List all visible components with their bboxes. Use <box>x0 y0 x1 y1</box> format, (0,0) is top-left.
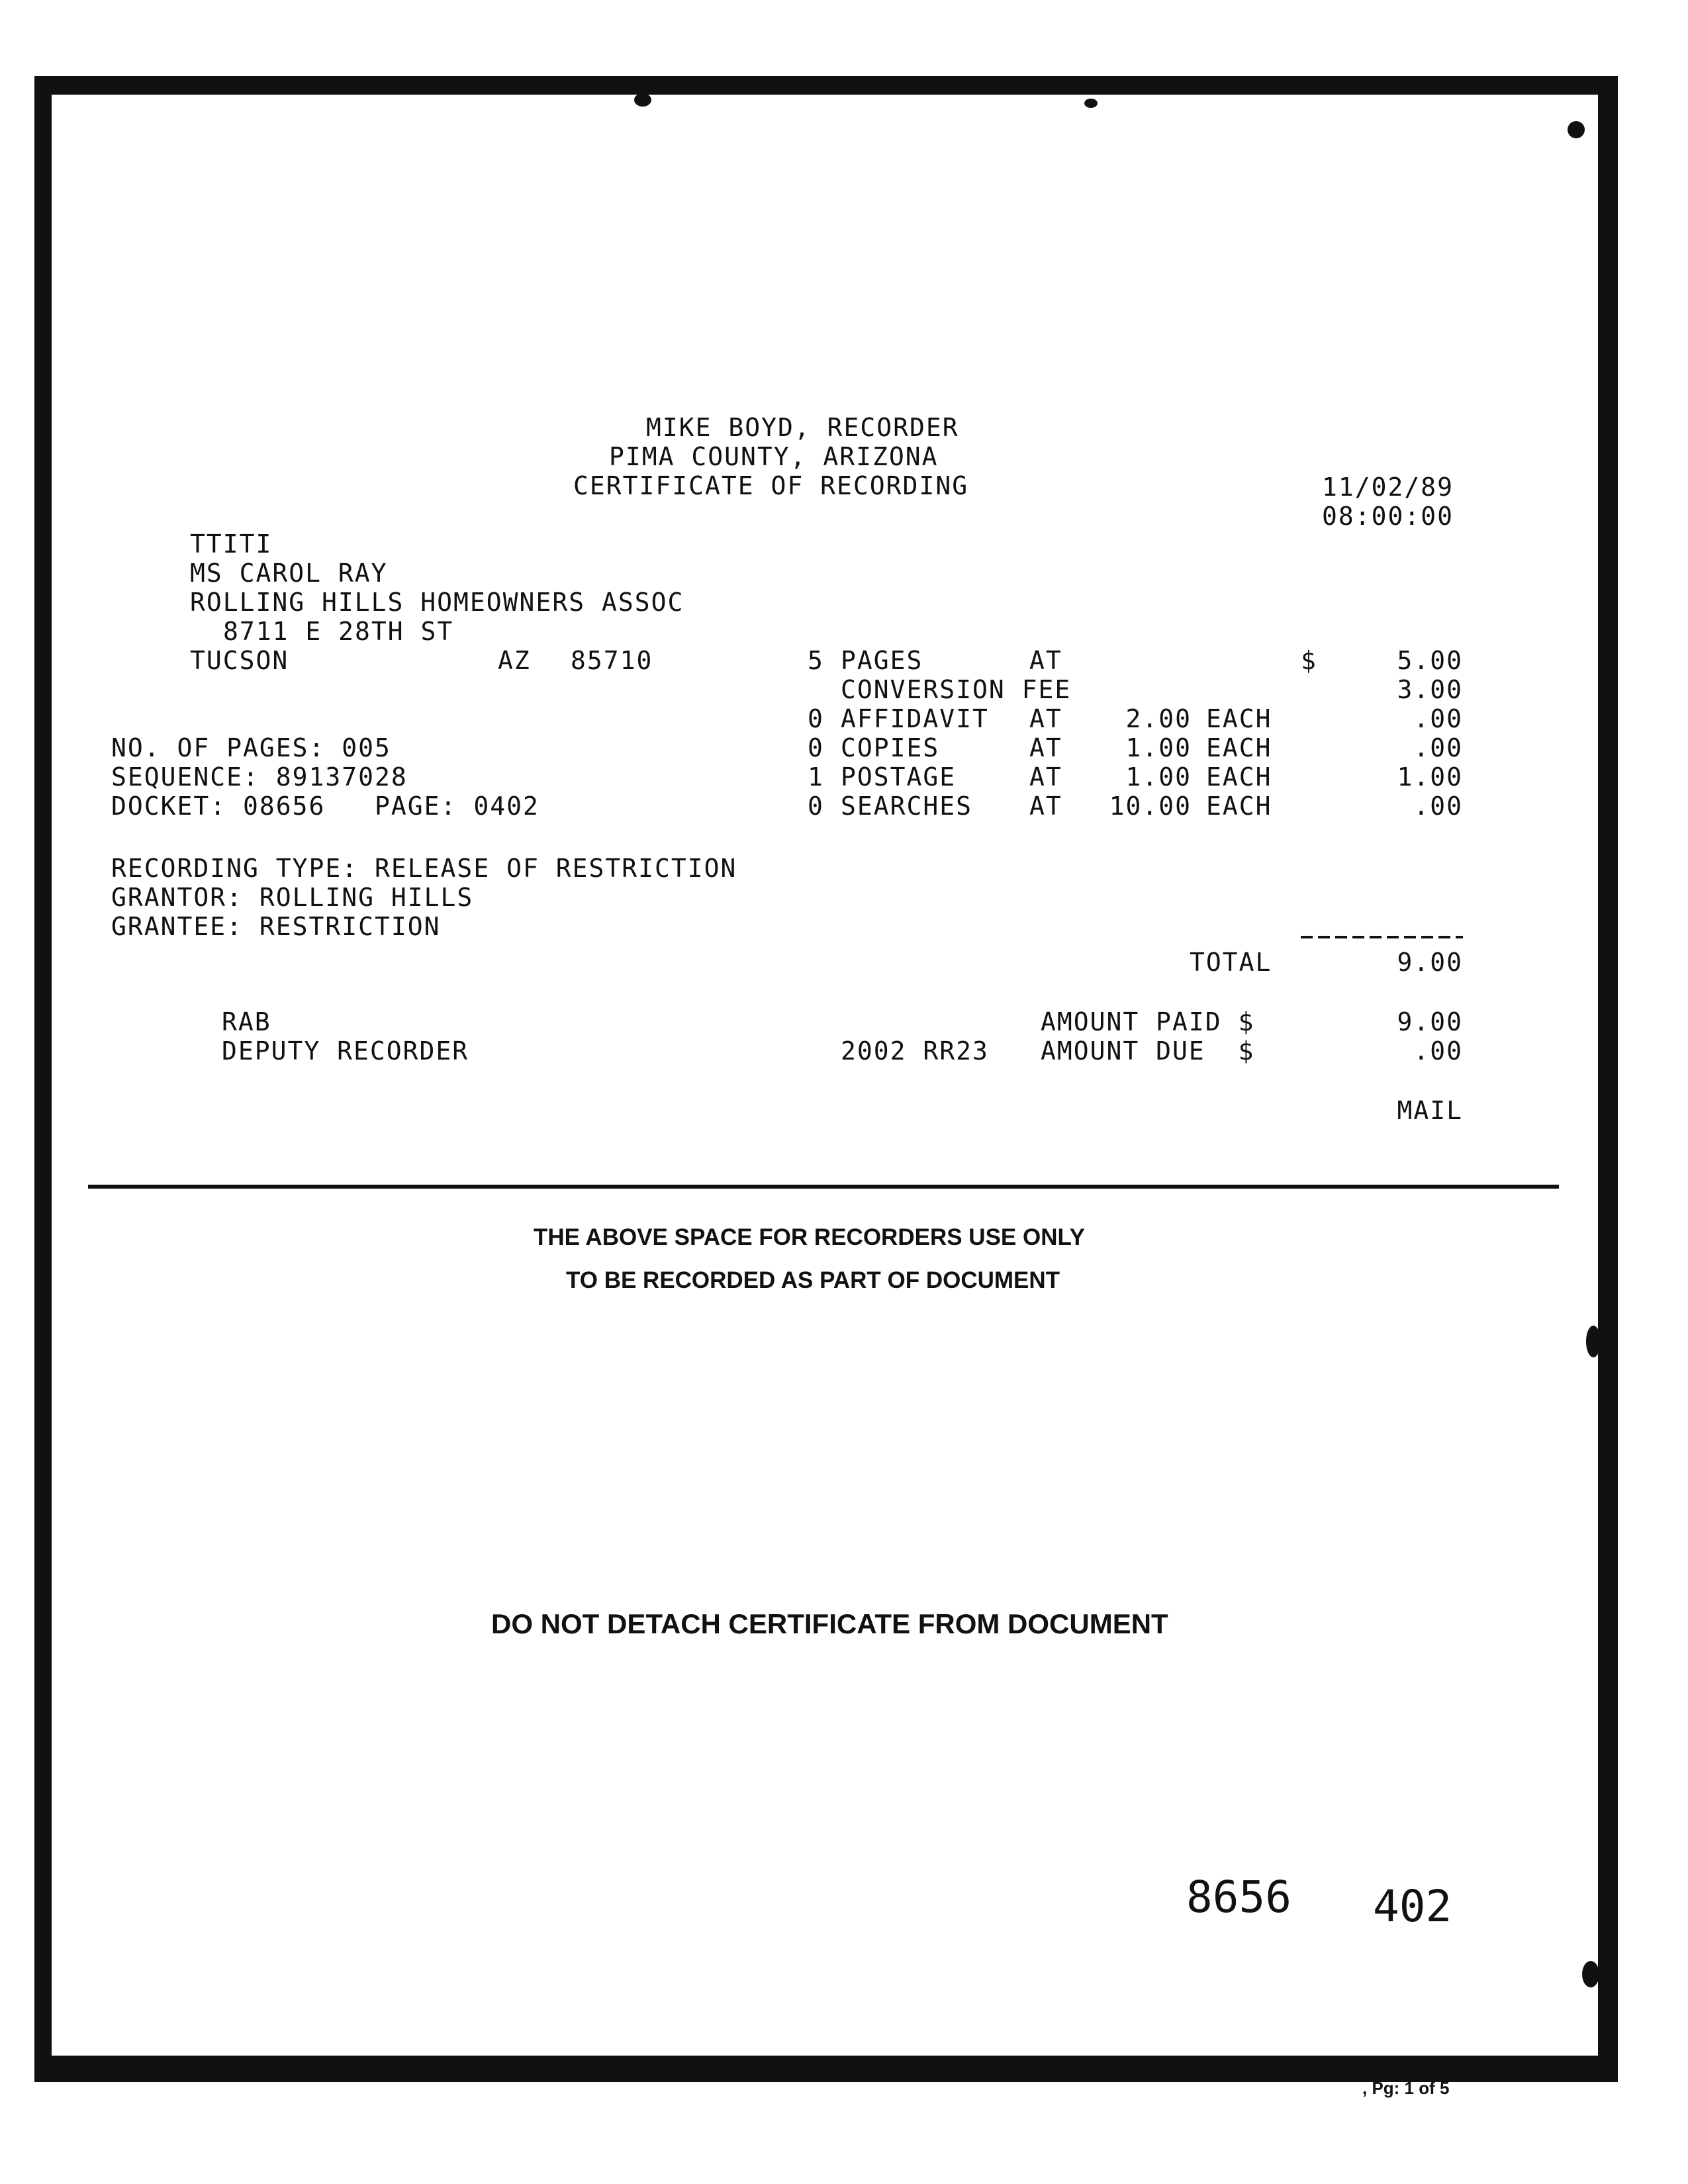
part-of-document-notice: TO BE RECORDED AS PART OF DOCUMENT <box>566 1267 1060 1293</box>
recording-time: 08:00:00 <box>1322 502 1454 531</box>
amount-paid-value: 9.00 <box>1397 1007 1463 1036</box>
fee-currency: $ <box>1301 646 1317 675</box>
fee-item: PAGES <box>841 646 923 675</box>
stamped-page-number: 402 <box>1373 1881 1452 1932</box>
fee-item: AFFIDAVIT <box>841 704 989 733</box>
fee-qty: 0 <box>808 704 824 733</box>
fee-item: POSTAGE <box>841 762 957 792</box>
total-label: TOTAL <box>1190 948 1272 977</box>
fee-amount: .00 <box>1413 792 1463 821</box>
fee-at: AT <box>1029 762 1062 792</box>
recorder-name: MIKE BOYD, RECORDER <box>646 413 959 442</box>
sequence-number: SEQUENCE: 89137028 <box>111 762 408 792</box>
addressee-state: AZ <box>498 646 531 675</box>
scan-speck <box>1568 121 1585 138</box>
addressee-code: TTITI <box>190 529 273 559</box>
fee-rate: 1.00 <box>1125 733 1192 762</box>
page-indicator: , Pg: 1 of 5 <box>1362 2078 1450 2098</box>
amount-paid-label: AMOUNT PAID $ <box>1041 1007 1255 1036</box>
scan-speck <box>634 93 651 107</box>
fee-amount: 5.00 <box>1397 646 1463 675</box>
fee-at: AT <box>1029 733 1062 762</box>
fee-rate: 1.00 <box>1125 762 1192 792</box>
fee-at: AT <box>1029 704 1062 733</box>
grantee: GRANTEE: RESTRICTION <box>111 912 441 941</box>
fee-each: EACH <box>1206 704 1272 733</box>
stamped-docket-number: 8656 <box>1186 1872 1291 1923</box>
fee-each: EACH <box>1206 762 1272 792</box>
county-name: PIMA COUNTY, ARIZONA <box>609 442 939 471</box>
number-of-pages: NO. OF PAGES: 005 <box>111 733 391 762</box>
grantor: GRANTOR: ROLLING HILLS <box>111 883 474 912</box>
addressee-organization: ROLLING HILLS HOMEOWNERS ASSOC <box>190 588 684 617</box>
addressee-name: MS CAROL RAY <box>190 559 388 588</box>
fee-qty: 1 <box>808 762 824 792</box>
scanned-page-frame <box>34 76 1618 2082</box>
scan-speck <box>1586 1326 1601 1357</box>
recorders-use-notice: THE ABOVE SPACE FOR RECORDERS USE ONLY <box>534 1224 1085 1250</box>
fee-rate: 2.00 <box>1125 704 1192 733</box>
do-not-detach-notice: DO NOT DETACH CERTIFICATE FROM DOCUMENT <box>491 1608 1168 1639</box>
fee-item: COPIES <box>841 733 940 762</box>
certificate-title: CERTIFICATE OF RECORDING <box>573 471 969 500</box>
addressee-city: TUCSON <box>190 646 289 675</box>
scan-speck <box>1084 99 1098 108</box>
recording-type: RECORDING TYPE: RELEASE OF RESTRICTION <box>111 854 737 883</box>
delivery-method: MAIL <box>1397 1096 1463 1125</box>
total-dashed-rule <box>1301 936 1463 938</box>
deputy-title: DEPUTY RECORDER <box>222 1036 469 1066</box>
addressee-street: 8711 E 28TH ST <box>223 617 454 646</box>
fee-qty: 0 <box>808 733 824 762</box>
fee-qty: 5 <box>808 646 824 675</box>
fee-rate: 10.00 <box>1109 792 1192 821</box>
fee-at: AT <box>1029 792 1062 821</box>
scan-speck <box>1582 1961 1599 1987</box>
fee-amount: 3.00 <box>1397 675 1463 704</box>
docket-and-page: DOCKET: 08656 PAGE: 0402 <box>111 792 539 821</box>
addressee-zip: 85710 <box>571 646 653 675</box>
fee-item: CONVERSION FEE <box>841 675 1072 704</box>
terminal-code: 2002 RR23 <box>841 1036 989 1066</box>
fee-amount: 1.00 <box>1397 762 1463 792</box>
deputy-initials: RAB <box>222 1007 271 1036</box>
fee-at: AT <box>1029 646 1062 675</box>
total-value: 9.00 <box>1397 948 1463 977</box>
amount-due-label: AMOUNT DUE $ <box>1041 1036 1255 1066</box>
recording-date: 11/02/89 <box>1322 473 1454 502</box>
fee-item: SEARCHES <box>841 792 973 821</box>
fee-amount: .00 <box>1413 704 1463 733</box>
fee-qty: 0 <box>808 792 824 821</box>
fee-each: EACH <box>1206 733 1272 762</box>
recorder-section-divider <box>88 1185 1559 1189</box>
fee-each: EACH <box>1206 792 1272 821</box>
amount-due-value: .00 <box>1413 1036 1463 1066</box>
fee-amount: .00 <box>1413 733 1463 762</box>
